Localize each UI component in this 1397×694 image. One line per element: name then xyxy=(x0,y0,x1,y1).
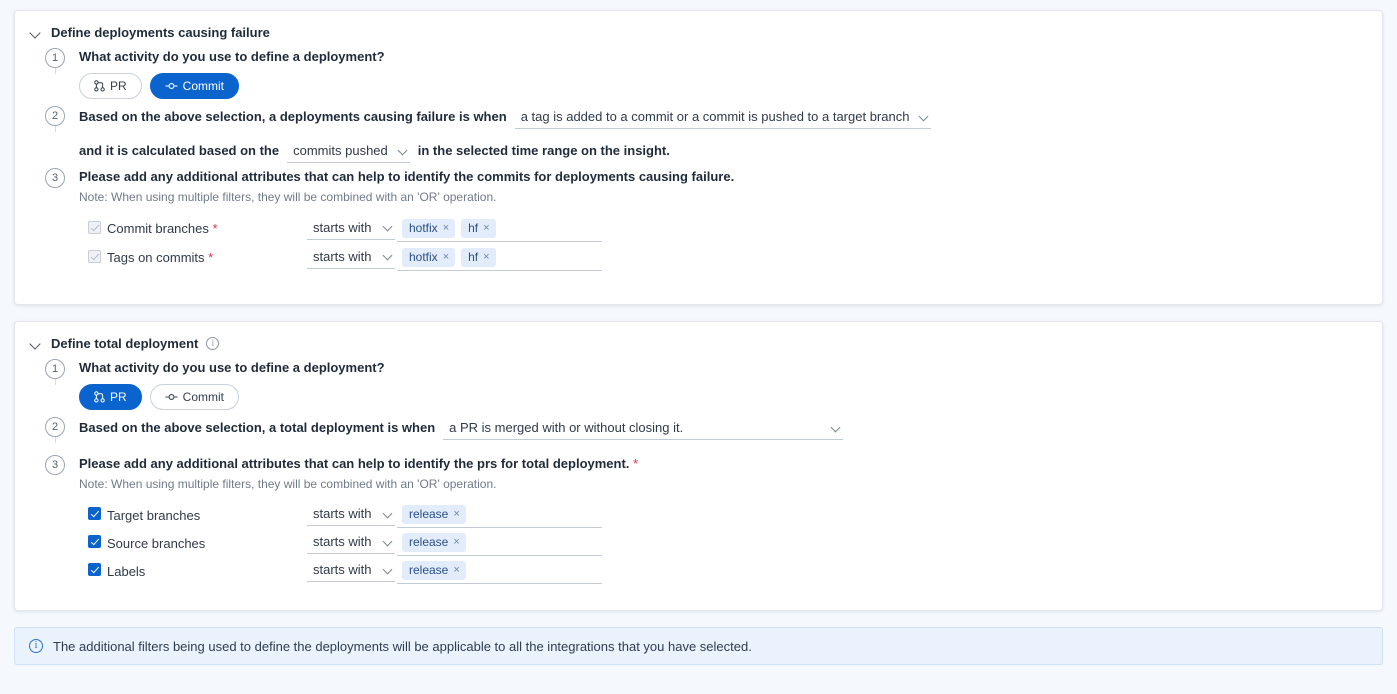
activity-option-pr[interactable] xyxy=(79,73,142,99)
filter-operator-value: starts with xyxy=(313,219,372,235)
filter-operator-cell xyxy=(307,560,397,582)
definition-lead-text: Based on the above selection, a total deployment is when xyxy=(79,420,436,435)
required-asterisk: * xyxy=(633,456,639,471)
filter-operator-cell xyxy=(307,247,397,269)
filter-row xyxy=(79,214,1382,243)
step-number: 1 xyxy=(45,359,65,379)
filter-label-text: Tags on commits xyxy=(107,250,205,265)
filter-label-text: Commit branches xyxy=(107,221,209,236)
step-1 xyxy=(45,359,1382,417)
filter-value-tag[interactable] xyxy=(402,505,466,524)
filter-values-input[interactable] xyxy=(397,558,602,584)
filter-operator-value: starts with xyxy=(313,506,372,521)
step-connector-line xyxy=(55,437,56,443)
remove-tag-icon[interactable]: × xyxy=(483,250,490,263)
step-number: 3 xyxy=(45,455,65,475)
definition-row xyxy=(79,418,1382,440)
filter-label-text: Target branches xyxy=(107,507,201,523)
activity-option-pr[interactable] xyxy=(79,384,142,410)
chevron-down-icon xyxy=(831,423,841,433)
filter-operator-select[interactable] xyxy=(307,560,395,582)
filter-values-input[interactable] xyxy=(397,216,602,242)
filter-value-text: release xyxy=(409,507,449,521)
filter-operator-select[interactable] xyxy=(307,504,395,526)
filter-label xyxy=(107,564,307,579)
section-title: Define deployments causing failure xyxy=(51,25,270,40)
filter-value-tag[interactable] xyxy=(402,561,466,580)
filters-note: Note: When using multiple filters, they will be combined with an 'OR' operation. xyxy=(79,190,497,204)
filter-checkbox-cell[interactable] xyxy=(79,507,107,523)
chevron-down-icon[interactable] xyxy=(29,337,43,351)
step-content xyxy=(79,168,1382,272)
filter-values-input[interactable] xyxy=(397,502,602,528)
step-2 xyxy=(45,106,1382,168)
info-banner-text: The additional filters being used to define the deployments will be applicable to all the integrations that you have selected. xyxy=(53,638,752,654)
filter-values-input[interactable] xyxy=(397,530,602,556)
activity-option-label: Commit xyxy=(182,390,225,404)
chevron-down-icon xyxy=(383,509,393,519)
calculation-lead-text: and it is calculated based on the xyxy=(79,143,280,158)
step-number-wrap xyxy=(45,106,79,126)
filter-value-tag[interactable] xyxy=(402,248,455,267)
chevron-down-icon[interactable] xyxy=(29,26,43,40)
step-connector-line xyxy=(55,68,56,74)
chevron-down-icon xyxy=(398,146,408,156)
step-number: 2 xyxy=(45,106,65,126)
remove-tag-icon[interactable]: × xyxy=(453,508,460,520)
chevron-down-icon xyxy=(383,537,393,547)
filter-value-tag[interactable] xyxy=(402,219,455,238)
filter-checkbox[interactable] xyxy=(88,507,101,520)
step-content xyxy=(79,455,1382,585)
activity-option-label: PR xyxy=(110,79,127,93)
filter-values-input[interactable] xyxy=(397,245,602,271)
remove-tag-icon[interactable]: × xyxy=(453,564,460,576)
filter-operator-select[interactable] xyxy=(307,532,395,554)
chevron-down-icon xyxy=(383,251,393,261)
chevron-down-icon xyxy=(919,112,929,122)
filter-operator-cell xyxy=(307,532,397,554)
info-icon: i xyxy=(29,639,43,653)
filter-operator-value: starts with xyxy=(313,562,372,577)
filter-checkbox-cell[interactable] xyxy=(79,250,107,266)
step-2 xyxy=(45,417,1382,455)
filter-row xyxy=(79,529,1382,557)
activity-toggle-group xyxy=(79,73,1382,99)
step-number: 1 xyxy=(45,48,65,68)
activity-option-label: PR xyxy=(110,390,127,404)
step-question: Please add any additional attributes that can help to identify the commits for deployments causing failure. xyxy=(79,169,735,184)
info-banner xyxy=(14,627,1383,665)
steps-list xyxy=(15,46,1382,272)
pull-request-icon xyxy=(94,80,105,92)
activity-option-commit[interactable] xyxy=(150,73,239,99)
step-number: 3 xyxy=(45,168,65,188)
step-number-wrap xyxy=(45,48,79,68)
calculation-basis-value: commits pushed xyxy=(293,143,388,158)
filter-value-text: hf xyxy=(468,249,479,264)
section-card-deployments-causing-failure xyxy=(14,10,1383,305)
filter-value-tag[interactable] xyxy=(461,219,495,238)
filter-operator-cell xyxy=(307,218,397,240)
step-connector-line xyxy=(55,379,56,385)
remove-tag-icon[interactable]: × xyxy=(453,536,460,548)
activity-option-label: Commit xyxy=(182,79,225,93)
step-number-wrap xyxy=(45,359,79,379)
step-connector-line xyxy=(55,126,56,132)
filter-label xyxy=(107,508,307,523)
filter-label-text: Labels xyxy=(107,563,146,579)
step-question: Please add any additional attributes that can help to identify the prs for total deployment. xyxy=(79,456,630,471)
step-number-wrap xyxy=(45,455,79,475)
pull-request-icon xyxy=(94,391,105,403)
filter-value-text: hf xyxy=(468,220,479,235)
filter-label xyxy=(107,536,307,551)
filter-row xyxy=(79,243,1382,272)
step-question: What activity do you use to define a deployment? xyxy=(79,360,385,375)
step-content xyxy=(79,106,1382,163)
step-question-line xyxy=(79,456,1382,471)
step-3 xyxy=(45,168,1382,272)
section-header[interactable] xyxy=(15,322,1382,357)
calculation-row xyxy=(79,141,1382,163)
filter-value-tag[interactable] xyxy=(402,533,466,552)
filter-checkbox[interactable] xyxy=(88,563,101,576)
filter-checkbox-cell[interactable] xyxy=(79,535,107,551)
filter-checkbox[interactable] xyxy=(88,535,101,548)
step-3 xyxy=(45,455,1382,585)
steps-list xyxy=(15,357,1382,585)
remove-tag-icon[interactable]: × xyxy=(442,250,450,263)
filter-row xyxy=(79,501,1382,529)
filter-value-text: release xyxy=(409,563,449,577)
step-number-wrap xyxy=(45,168,79,188)
section-card-total-deployment xyxy=(14,321,1383,611)
required-asterisk: * xyxy=(208,250,214,265)
info-icon[interactable]: i xyxy=(206,337,219,350)
filter-value-tag[interactable] xyxy=(461,248,495,267)
chevron-down-icon xyxy=(383,222,393,232)
step-1 xyxy=(45,48,1382,106)
filter-operator-select[interactable] xyxy=(307,218,395,240)
filter-checkbox[interactable] xyxy=(88,221,101,234)
activity-toggle-group xyxy=(79,384,1382,410)
filter-checkbox[interactable] xyxy=(88,250,101,263)
filter-label xyxy=(107,221,307,236)
filter-label-text: Source branches xyxy=(107,535,206,551)
activity-option-commit[interactable] xyxy=(150,384,239,410)
step-content xyxy=(79,417,1382,440)
section-title: Define total deployment xyxy=(51,336,199,351)
chevron-down-icon xyxy=(383,565,393,575)
remove-tag-icon[interactable]: × xyxy=(442,221,450,234)
commit-icon xyxy=(165,391,178,403)
definition-lead-text: Based on the above selection, a deployments causing failure is when xyxy=(79,109,507,124)
filter-operator-cell xyxy=(307,504,397,526)
filter-value-text: release xyxy=(409,535,449,549)
filter-label xyxy=(107,250,307,265)
step-content xyxy=(79,359,1382,410)
filter-operator-value: starts with xyxy=(313,248,372,264)
filter-checkbox-cell[interactable] xyxy=(79,563,107,579)
filter-operator-select[interactable] xyxy=(307,247,395,269)
filters-note: Note: When using multiple filters, they will be combined with an 'OR' operation. xyxy=(79,477,497,491)
deployment-definition-value: a tag is added to a commit or a commit is pushed to a target branch xyxy=(520,109,910,124)
deployment-definition-value: a PR is merged with or without closing it. xyxy=(449,420,684,435)
filter-row xyxy=(79,557,1382,585)
filter-value-text: hotfix xyxy=(409,249,438,264)
commit-icon xyxy=(165,80,178,92)
section-header[interactable] xyxy=(15,11,1382,46)
step-number-wrap xyxy=(45,417,79,437)
step-content xyxy=(79,48,1382,99)
step-question: What activity do you use to define a deployment? xyxy=(79,49,385,64)
remove-tag-icon[interactable]: × xyxy=(483,221,490,234)
calculation-tail-text: in the selected time range on the insight. xyxy=(417,143,670,158)
filter-value-text: hotfix xyxy=(409,220,438,235)
filter-checkbox-cell[interactable] xyxy=(79,221,107,237)
filters-list xyxy=(79,214,1382,272)
deployment-definition-select[interactable] xyxy=(443,418,843,440)
deployment-definition-select[interactable] xyxy=(515,107,932,129)
filters-list xyxy=(79,501,1382,585)
step-number: 2 xyxy=(45,417,65,437)
required-asterisk: * xyxy=(212,221,218,236)
calculation-basis-select[interactable] xyxy=(287,141,410,163)
definition-row xyxy=(79,107,1382,129)
filter-operator-value: starts with xyxy=(313,534,372,549)
